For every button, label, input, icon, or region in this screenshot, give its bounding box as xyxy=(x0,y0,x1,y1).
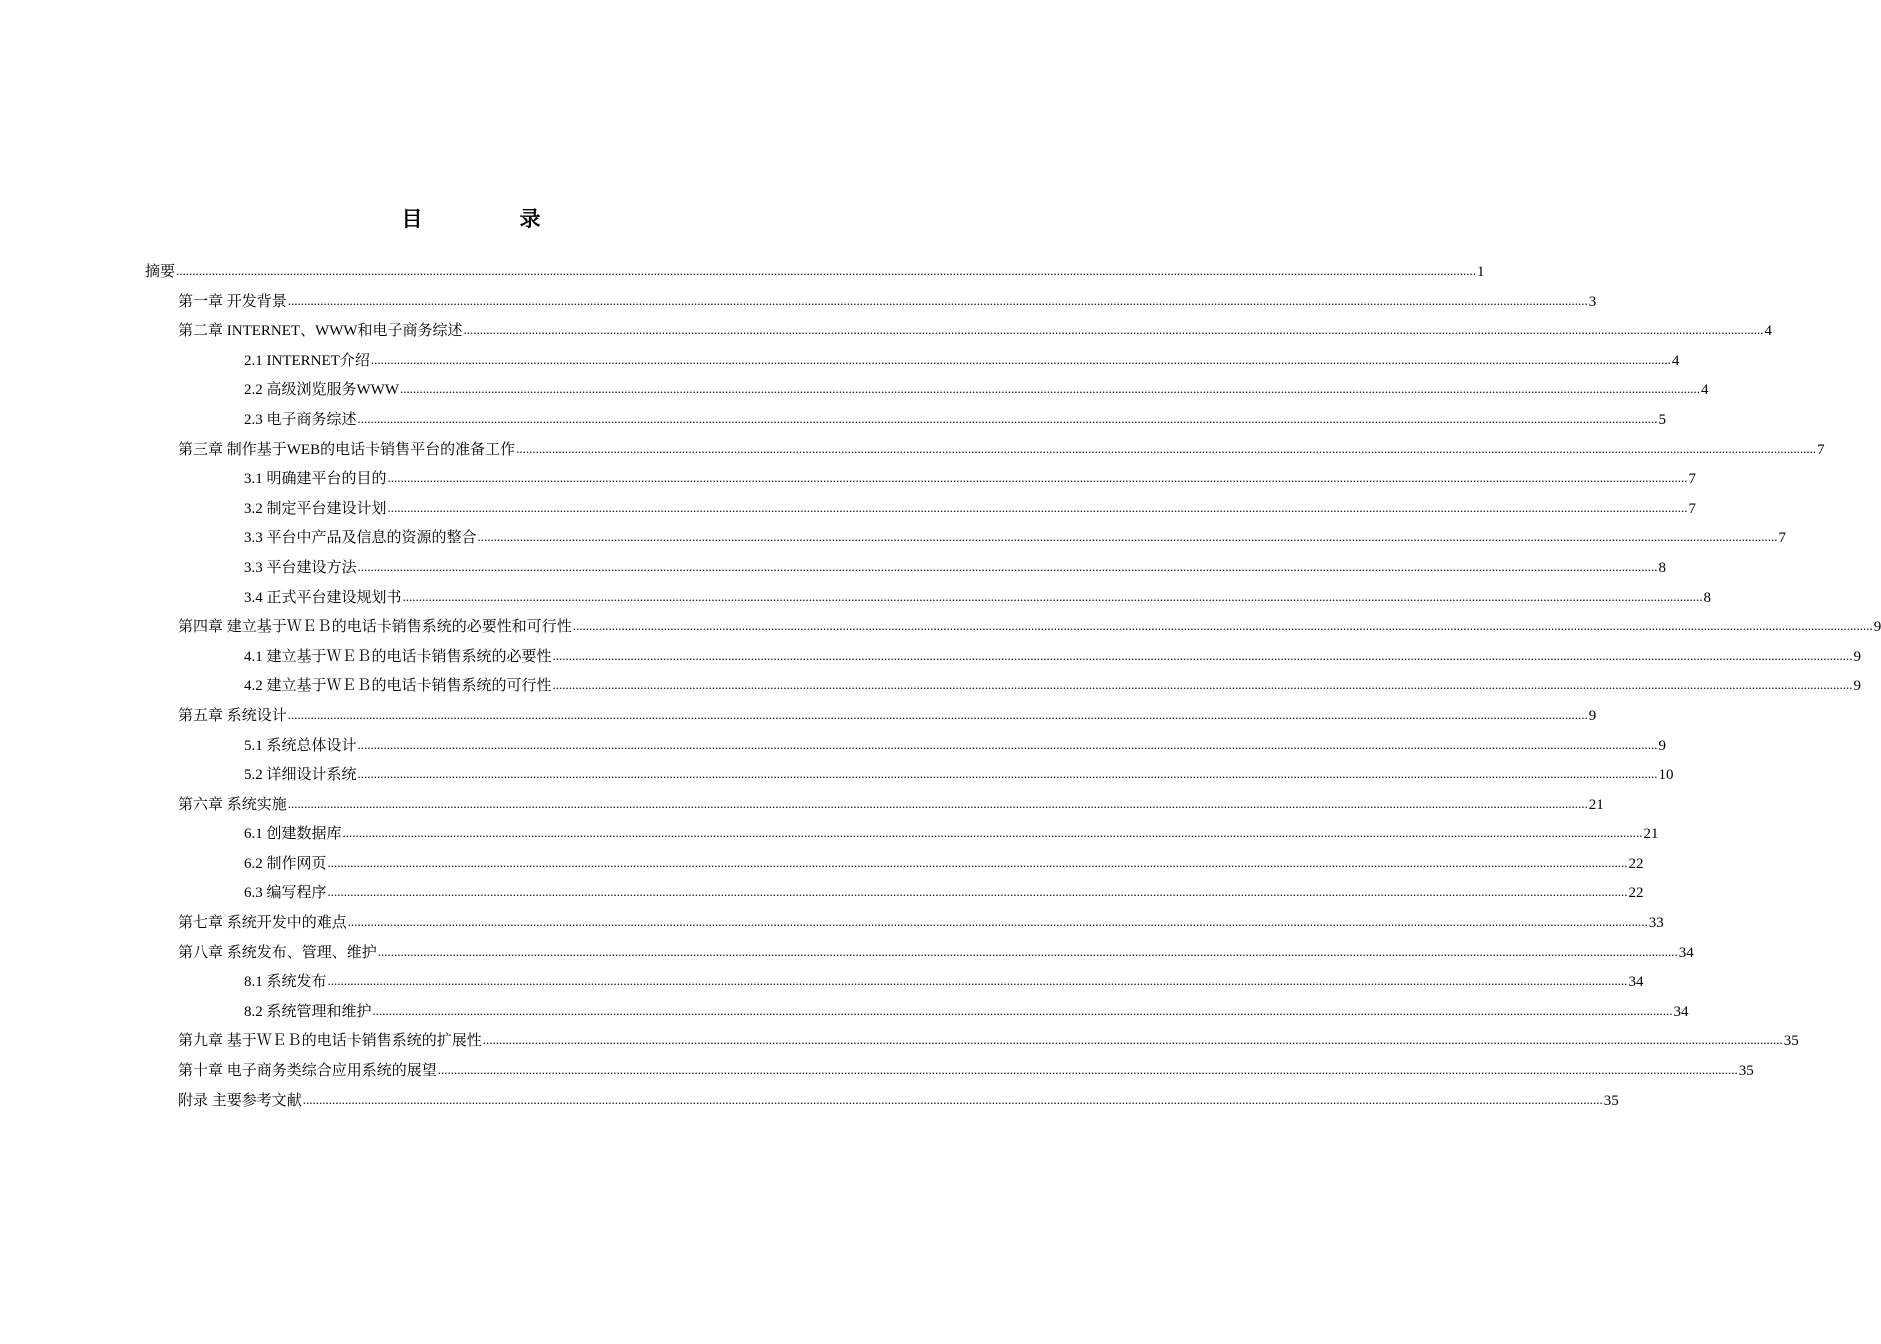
toc-entry-page-number: 22 xyxy=(1628,885,1644,902)
toc-dot-leader: ................................................................................................................................................................................................................................................................................................................................................................................................................ xyxy=(357,558,1658,574)
toc-entry-text: 6.2 制作网页 xyxy=(244,855,327,872)
toc-entry[interactable] xyxy=(0,938,1694,968)
toc-dot-leader: ................................................................................................................................................................................................................................................................................................................................................................................................................ xyxy=(482,1032,1783,1048)
toc-entry-page-number: 33 xyxy=(1648,915,1664,932)
toc-entry-text: 3.3 平台建设方法 xyxy=(244,559,357,576)
toc-dot-leader: ................................................................................................................................................................................................................................................................................................................................................................................................................ xyxy=(327,854,1628,870)
toc-entry-page-number: 21 xyxy=(1643,826,1659,843)
toc-entry[interactable] xyxy=(0,316,1773,346)
toc-dot-leader: ................................................................................................................................................................................................................................................................................................................................................................................................................ xyxy=(347,914,1648,930)
toc-entry-text: 4.2 建立基于ＷＥＢ的电话卡销售系统的可行性 xyxy=(244,678,552,695)
toc-entry-text: 5.1 系统总体设计 xyxy=(244,737,357,754)
toc-entry[interactable] xyxy=(0,1056,1754,1086)
toc-entry-text: 第四章 建立基于ＷＥＢ的电话卡销售系统的必要性和可行性 xyxy=(178,619,572,636)
toc-entry-text: 3.2 制定平台建设计划 xyxy=(244,500,387,517)
toc-entry-page-number: 21 xyxy=(1588,796,1604,813)
toc-entry-page-number: 7 xyxy=(1778,530,1787,547)
toc-entry-page-number: 9 xyxy=(1873,619,1881,636)
toc-entry-page-number: 1 xyxy=(1477,264,1485,280)
toc-dot-leader: ................................................................................................................................................................................................................................................................................................................................................................................................................ xyxy=(287,292,1588,308)
toc-dot-leader: ................................................................................................................................................................................................................................................................................................................................................................................................................ xyxy=(287,795,1588,811)
toc-entry-text: 第十章 电子商务类综合应用系统的展望 xyxy=(178,1063,437,1080)
toc-dot-leader: ................................................................................................................................................................................................................................................................................................................................................................................................................ xyxy=(572,618,1873,634)
toc-dot-leader: ................................................................................................................................................................................................................................................................................................................................................................................................................ xyxy=(287,706,1588,722)
toc-entry[interactable] xyxy=(0,612,1881,642)
toc-dot-leader: ................................................................................................................................................................................................................................................................................................................................................................................................................ xyxy=(372,1002,1673,1018)
toc-entry-page-number: 34 xyxy=(1628,974,1644,991)
toc-entry[interactable] xyxy=(0,760,1674,790)
toc-entry-page-number: 5 xyxy=(1658,411,1667,428)
toc-dot-leader: ................................................................................................................................................................................................................................................................................................................................................................................................................ xyxy=(357,766,1658,782)
toc-entry[interactable] xyxy=(0,878,1644,908)
toc-dot-leader: ................................................................................................................................................................................................................................................................................................................................................................................................................ xyxy=(387,499,1688,515)
toc-entry[interactable] xyxy=(0,1086,1619,1116)
toc-entry-page-number: 4 xyxy=(1700,382,1709,399)
toc-entry-page-number: 9 xyxy=(1853,678,1862,695)
toc-dot-leader: ................................................................................................................................................................................................................................................................................................................................................................................................................ xyxy=(402,588,1703,604)
toc-entry-text: 3.3 平台中产品及信息的资源的整合 xyxy=(244,530,477,547)
toc-dot-leader: ................................................................................................................................................................................................................................................................................................................................................................................................................ xyxy=(342,825,1643,841)
toc-entry-page-number: 10 xyxy=(1658,767,1674,784)
toc-entry-page-number: 35 xyxy=(1603,1092,1619,1109)
toc-dot-leader: ................................................................................................................................................................................................................................................................................................................................................................................................................ xyxy=(327,973,1628,989)
toc-entry[interactable] xyxy=(0,997,1689,1027)
toc-dot-leader: ................................................................................................................................................................................................................................................................................................................................................................................................................ xyxy=(357,736,1658,752)
toc-dot-leader: ................................................................................................................................................................................................................................................................................................................................................................................................................ xyxy=(552,647,1853,663)
toc-dot-leader: ................................................................................................................................................................................................................................................................................................................................................................................................................ xyxy=(357,410,1658,426)
toc-entry[interactable] xyxy=(0,375,1709,405)
toc-entry-text: 2.3 电子商务综述 xyxy=(244,411,357,428)
toc-entry-page-number: 4 xyxy=(1764,323,1773,340)
toc-entry-text: 第三章 制作基于WEB的电话卡销售平台的准备工作 xyxy=(178,441,516,458)
toc-dot-leader: ................................................................................................................................................................................................................................................................................................................................................................................................................ xyxy=(387,470,1688,486)
toc-dot-leader: ................................................................................................................................................................................................................................................................................................................................................................................................................ xyxy=(399,381,1700,397)
toc-dot-leader: ................................................................................................................................................................................................................................................................................................................................................................................................................ xyxy=(516,440,1817,456)
toc-dot-leader: ................................................................................................................................................................................................................................................................................................................................................................................................................ xyxy=(477,529,1778,545)
toc-entry-text: 8.1 系统发布 xyxy=(244,974,327,991)
toc-entry-text: 第七章 系统开发中的难点 xyxy=(178,915,347,932)
toc-entry[interactable] xyxy=(0,553,1667,583)
toc-entry-page-number: 4 xyxy=(1671,352,1680,369)
toc-entry-page-number: 34 xyxy=(1678,944,1694,961)
toc-entry[interactable] xyxy=(0,464,1697,494)
toc-entry[interactable] xyxy=(0,523,1787,553)
toc-dot-leader: ................................................................................................................................................................................................................................................................................................................................................................................................................ xyxy=(377,943,1678,959)
toc-dot-leader: ................................................................................................................................................................................................................................................................................................................................................................................................................ xyxy=(463,322,1764,338)
toc-dot-leader: ................................................................................................................................................................................................................................................................................................................................................................................................................ xyxy=(437,1062,1738,1078)
toc-entry-text: 3.1 明确建平台的目的 xyxy=(244,471,387,488)
toc-entry[interactable] xyxy=(0,849,1644,879)
toc-entry-text: 第二章 INTERNET、WWW和电子商务综述 xyxy=(178,323,463,340)
toc-entry[interactable] xyxy=(0,287,1597,317)
toc-entry-page-number: 7 xyxy=(1688,471,1697,488)
toc-list xyxy=(0,257,1881,1115)
toc-entry-page-number: 7 xyxy=(1817,441,1825,458)
toc-dot-leader: ................................................................................................................................................................................................................................................................................................................................................................................................................ xyxy=(552,677,1853,693)
toc-entry[interactable] xyxy=(0,435,1825,465)
toc-entry-text: 6.1 创建数据库 xyxy=(244,826,342,843)
toc-entry-text: 第六章 系统实施 xyxy=(178,796,287,813)
toc-entry-text: 5.2 详细设计系统 xyxy=(244,767,357,784)
toc-entry[interactable] xyxy=(0,908,1664,938)
toc-entry[interactable] xyxy=(0,790,1604,820)
toc-entry-text: 2.2 高级浏览服务WWW xyxy=(244,382,399,399)
toc-entry-text: 3.4 正式平台建设规划书 xyxy=(244,589,402,606)
toc-entry-text: 4.1 建立基于ＷＥＢ的电话卡销售系统的必要性 xyxy=(244,648,552,665)
toc-dot-leader: ................................................................................................................................................................................................................................................................................................................................................................................................................ xyxy=(370,351,1671,367)
toc-entry[interactable] xyxy=(0,583,1712,613)
toc-entry[interactable] xyxy=(0,1026,1799,1056)
toc-entry-text: 2.1 INTERNET介绍 xyxy=(244,352,370,369)
toc-entry[interactable] xyxy=(0,731,1667,761)
toc-entry[interactable] xyxy=(0,405,1667,435)
toc-entry[interactable] xyxy=(0,967,1644,997)
toc-entry-page-number: 9 xyxy=(1853,648,1862,665)
toc-entry-page-number: 7 xyxy=(1688,500,1697,517)
toc-entry[interactable] xyxy=(0,671,1862,701)
toc-entry[interactable] xyxy=(0,819,1659,849)
toc-entry-page-number: 8 xyxy=(1658,559,1667,576)
toc-entry[interactable] xyxy=(0,346,1680,376)
toc-dot-leader: ................................................................................................................................................................................................................................................................................................................................................................................................................ xyxy=(302,1091,1603,1107)
toc-entry[interactable] xyxy=(0,257,1485,287)
toc-entry-page-number: 9 xyxy=(1588,707,1597,724)
toc-entry[interactable] xyxy=(0,642,1862,672)
toc-entry-text: 第九章 基于ＷＥＢ的电话卡销售系统的扩展性 xyxy=(178,1033,482,1050)
toc-entry-text: 8.2 系统管理和维护 xyxy=(244,1003,372,1020)
toc-entry-text: 附录 主要参考文献 xyxy=(178,1092,302,1109)
toc-title: 目 录 xyxy=(401,207,579,231)
toc-dot-leader: ................................................................................................................................................................................................................................................................................................................................................................................................................ xyxy=(176,263,1477,278)
toc-entry[interactable] xyxy=(0,494,1697,524)
toc-entry-text: 摘要 xyxy=(145,264,176,280)
toc-entry-text: 第一章 开发背景 xyxy=(178,293,287,310)
toc-entry-page-number: 3 xyxy=(1588,293,1597,310)
toc-entry-text: 第八章 系统发布、管理、维护 xyxy=(178,944,377,961)
toc-entry-page-number: 34 xyxy=(1673,1003,1689,1020)
toc-entry-page-number: 22 xyxy=(1628,855,1644,872)
toc-entry-page-number: 35 xyxy=(1783,1033,1799,1050)
toc-entry-text: 6.3 编写程序 xyxy=(244,885,327,902)
toc-dot-leader: ................................................................................................................................................................................................................................................................................................................................................................................................................ xyxy=(327,884,1628,900)
toc-entry[interactable] xyxy=(0,701,1597,731)
toc-entry-page-number: 35 xyxy=(1738,1063,1754,1080)
toc-entry-text: 第五章 系统设计 xyxy=(178,707,287,724)
toc-entry-page-number: 9 xyxy=(1658,737,1667,754)
toc-entry-page-number: 8 xyxy=(1703,589,1712,606)
